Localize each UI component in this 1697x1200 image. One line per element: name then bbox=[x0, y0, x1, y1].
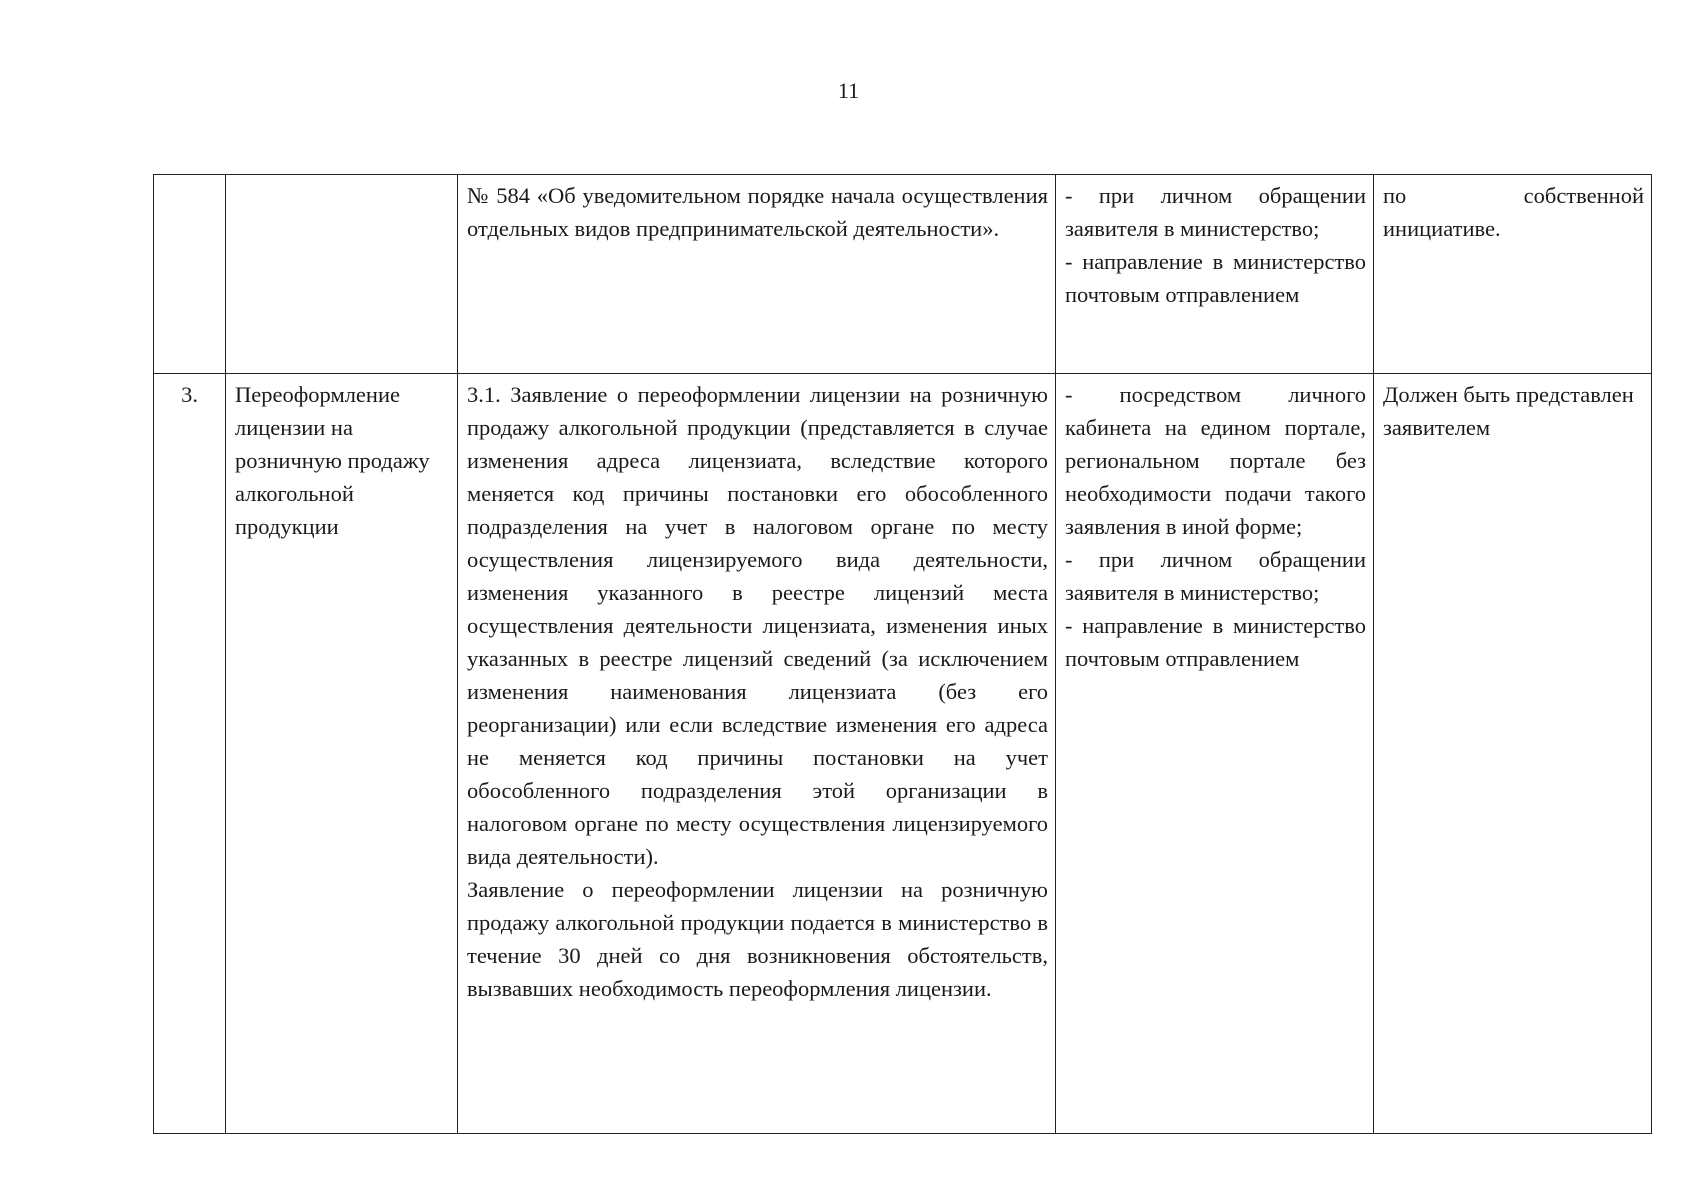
submission-method-item: - при личном обращении заявителя в министерство; bbox=[1065, 547, 1366, 605]
documents-cell bbox=[458, 374, 1056, 1134]
row-number-cell bbox=[154, 374, 226, 1134]
document-source-cell bbox=[1374, 175, 1652, 374]
service-name: Переоформление лицензии на розничную продажу алкогольной продукции bbox=[235, 382, 430, 539]
page-number: 11 bbox=[837, 78, 860, 103]
documents-cell bbox=[458, 175, 1056, 374]
submission-method-item: - направление в министерство почтовым отправлением bbox=[1065, 613, 1366, 671]
submission-method-cell bbox=[1056, 175, 1374, 374]
requirements-table bbox=[153, 174, 1652, 1134]
document-source: Должен быть представлен заявителем bbox=[1383, 382, 1634, 440]
submission-method-item: - направление в министерство почтовым отправлением bbox=[1065, 249, 1366, 307]
submission-method-item: - посредством личного кабинета на едином портале, региональном портале без необходимости подачи такого заявления в иной форме; bbox=[1065, 382, 1366, 539]
document-paragraph: № 584 «Об уведомительном порядке начала осуществления отдельных видов предпринимательской деятельности». bbox=[467, 183, 1048, 241]
document-source: по собственной инициативе. bbox=[1383, 183, 1644, 241]
row-number: 3. bbox=[181, 382, 198, 407]
submission-method-cell bbox=[1056, 374, 1374, 1134]
document-paragraph: Заявление о переоформлении лицензии на розничную продажу алкогольной продукции подается в министерство в течение 30 дней со дня возникновения обстоятельств, вызвавших необходимость переоформления лицензии. bbox=[467, 877, 1048, 1001]
row-number-cell bbox=[154, 175, 226, 374]
document-source-cell bbox=[1374, 374, 1652, 1134]
table-row bbox=[154, 175, 1652, 374]
document-paragraph: 3.1. Заявление о переоформлении лицензии на розничную продажу алкогольной продукции (представляется в случае изменения адреса лицензиата, вследствие которого меняется код причины постановки его обособленного подразделения на учет в налоговом органе по месту осуществления лицензируемого вида деятельности, изменения указанного в реестре лицензий места осуществления деятельности лицензиата, изменения иных указанных в реестре лицензий сведений (за исключением изменения наименования лицензиата (без его реорганизации) или если вследствие изменения его адреса не меняется код причины постановки на учет обособленного подразделения этой организации в налоговом органе по месту осуществления лицензируемого вида деятельности). bbox=[467, 382, 1048, 869]
service-cell bbox=[226, 374, 458, 1134]
table-row bbox=[154, 374, 1652, 1134]
submission-method-item: - при личном обращении заявителя в министерство; bbox=[1065, 183, 1366, 241]
service-cell bbox=[226, 175, 458, 374]
